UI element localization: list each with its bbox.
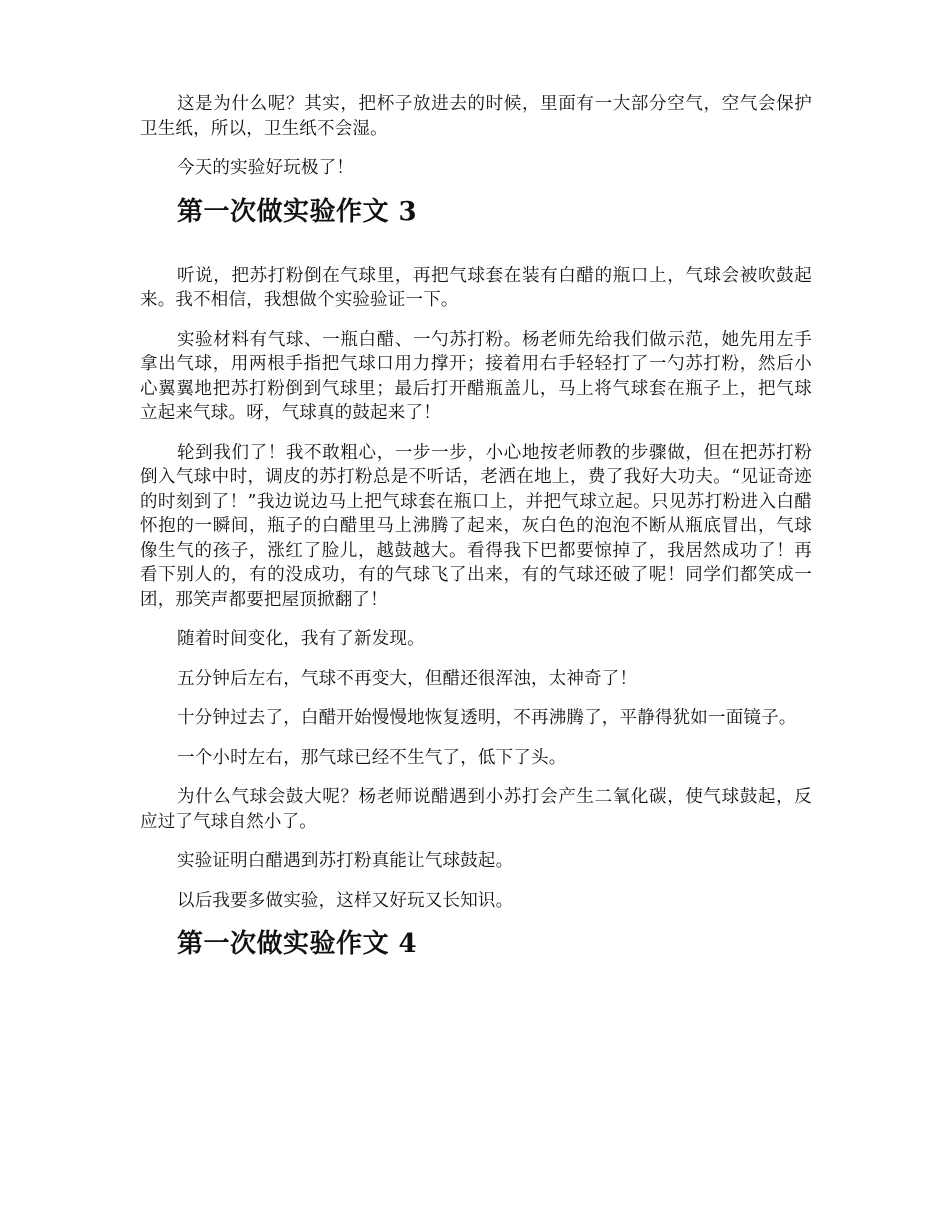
paragraph: 十分钟过去了，白醋开始慢慢地恢复透明，不再沸腾了，平静得犹如一面镜子。	[177, 708, 797, 728]
paragraph: 五分钟后左右，气球不再变大，但醋还很浑浊，太神奇了！	[177, 668, 638, 689]
paragraph: 随着时间变化，我有了新发现。	[177, 629, 425, 649]
paragraph: 实验材料有气球、一瓶白醋、一勺苏打粉。杨老师先给我们做示范，她先用左手拿出气球，用两根手指把气球口用力撑开；接着用右手轻轻打了一勺苏打粉，然后小心翼翼地把苏打粉倒到气球里；最后打开醋瓶盖儿，马上将气球套在瓶子上，把气球立起来气球。呀，气球真的鼓起来了！	[140, 329, 812, 423]
paragraph: 实验证明白醋遇到苏打粉真能让气球鼓起。	[177, 851, 514, 871]
document-page	[140, 92, 812, 996]
paragraph: 轮到我们了！我不敢粗心，一步一步，小心地按老师教的步骤做，但在把苏打粉倒入气球中时，调皮的苏打粉总是不听话，老洒在地上，费了我好大功夫。“见证奇迹的时刻到了！”我边说边马上把气球套在瓶口上，并把气球立起。只见苏打粉进入白醋怀抱的一瞬间，瓶子的白醋里马上沸腾了起来，灰白色的泡泡不断从瓶底冒出，气球像生气的孩子，涨红了脸儿，越鼓越大。看得我下巴都要惊掉了，我居然成功了！再看下别人的，有的没成功，有的气球飞了出来，有的气球还破了呢！同学们都笑成一团，那笑声都要把屋顶掀翻了！	[140, 442, 812, 610]
section-heading: 第一次做实验作文 3	[177, 196, 418, 227]
paragraph: 为什么气球会鼓大呢？杨老师说醋遇到小苏打会产生二氧化碳，使气球鼓起，反应过了气球自然小了。	[140, 787, 812, 832]
paragraph: 一个小时左右，那气球已经不生气了，低下了头。	[177, 747, 567, 768]
paragraph: 听说，把苏打粉倒在气球里，再把气球套在装有白醋的瓶口上，气球会被吹鼓起来。我不相信，我想做个实验验证一下。	[140, 265, 812, 310]
paragraph: 以后我要多做实验，这样又好玩又长知识。	[177, 890, 514, 911]
section-heading: 第一次做实验作文 4	[177, 929, 418, 959]
paragraph: 这是为什么呢？其实，把杯子放进去的时候，里面有一大部分空气，空气会保护卫生纸，所以，卫生纸不会湿。	[140, 94, 812, 139]
paragraph: 今天的实验好玩极了！	[177, 158, 354, 178]
